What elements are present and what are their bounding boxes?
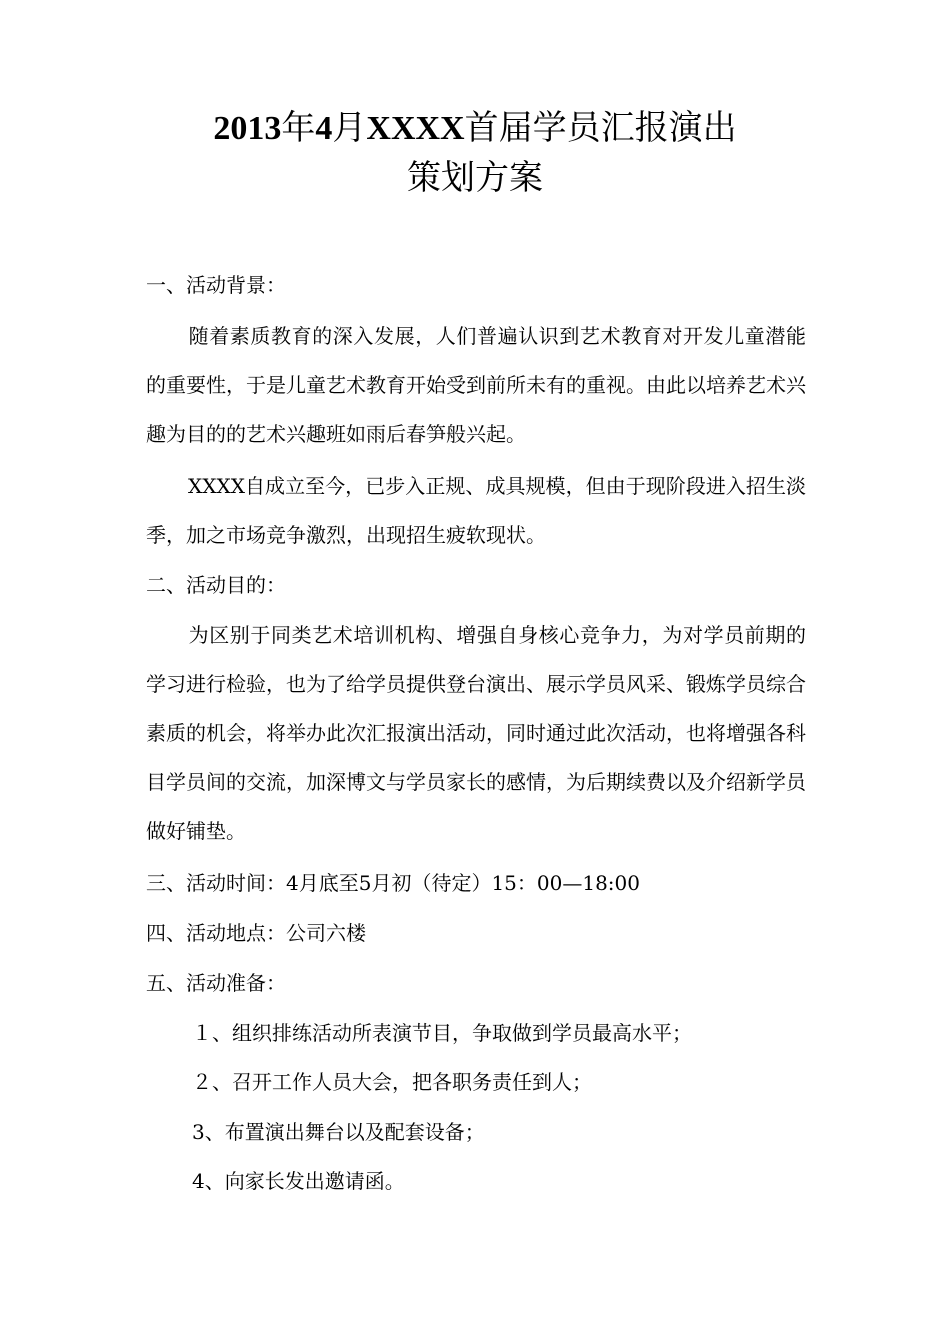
document-title-line-2: 策划方案 bbox=[407, 158, 543, 198]
preparation-item-3: 3、布置演出舞台以及配套设备； bbox=[192, 1120, 485, 1144]
paragraph-background-2-text: XXXX自成立至今，已步入正规、成具规模，但由于现阶段进入招生淡季，加之市场竞争激烈，出现招生疲软现状。 bbox=[146, 474, 806, 547]
document-title-line-1 bbox=[0, 108, 950, 149]
title-event-name: 首届学员汇报演出 bbox=[464, 108, 737, 148]
paragraph-background-2 bbox=[146, 462, 806, 560]
paragraph-purpose bbox=[146, 611, 806, 856]
preparation-item-4: 4、向家长发出邀请函。 bbox=[192, 1169, 405, 1193]
title-month-suffix: 月 bbox=[332, 108, 367, 148]
title-year: 2013 bbox=[213, 110, 282, 147]
paragraph-purpose-text: 为区别于同类艺术培训机构、增强自身核心竞争力，为对学员前期的学习进行检验，也为了给学员提供登台演出、展示学员风采、锻炼学员综合素质的机会，将举办此次汇报演出活动，同时通过此次活动，也将增强各科目学员间的交流，加深博文与学员家长的感情，为后期续费以及介绍新学员做好铺垫。 bbox=[146, 623, 806, 843]
section-heading-preparation: 五、活动准备： bbox=[146, 971, 286, 995]
section-heading-purpose: 二、活动目的： bbox=[146, 573, 286, 597]
preparation-item-2: ２、召开工作人员大会，把各职务责任到人； bbox=[192, 1070, 592, 1094]
section-line-time: 三、活动时间：4月底至5月初（待定）15：00—18:00 bbox=[146, 871, 640, 895]
title-year-suffix: 年 bbox=[281, 108, 316, 148]
title-month: 4 bbox=[315, 110, 333, 147]
preparation-item-1: １、组织排练活动所表演节目，争取做到学员最高水平； bbox=[192, 1021, 692, 1045]
section-line-location: 四、活动地点：公司六楼 bbox=[146, 921, 366, 945]
paragraph-background-1-text: 随着素质教育的深入发展，人们普遍认识到艺术教育对开发儿童潜能的重要性，于是儿童艺术教育开始受到前所未有的重视。由此以培养艺术兴趣为目的的艺术兴趣班如雨后春笋般兴起。 bbox=[146, 324, 806, 446]
section-heading-background: 一、活动背景： bbox=[146, 273, 286, 297]
paragraph-background-1 bbox=[146, 312, 806, 459]
title-org-name: XXXX bbox=[366, 110, 465, 147]
